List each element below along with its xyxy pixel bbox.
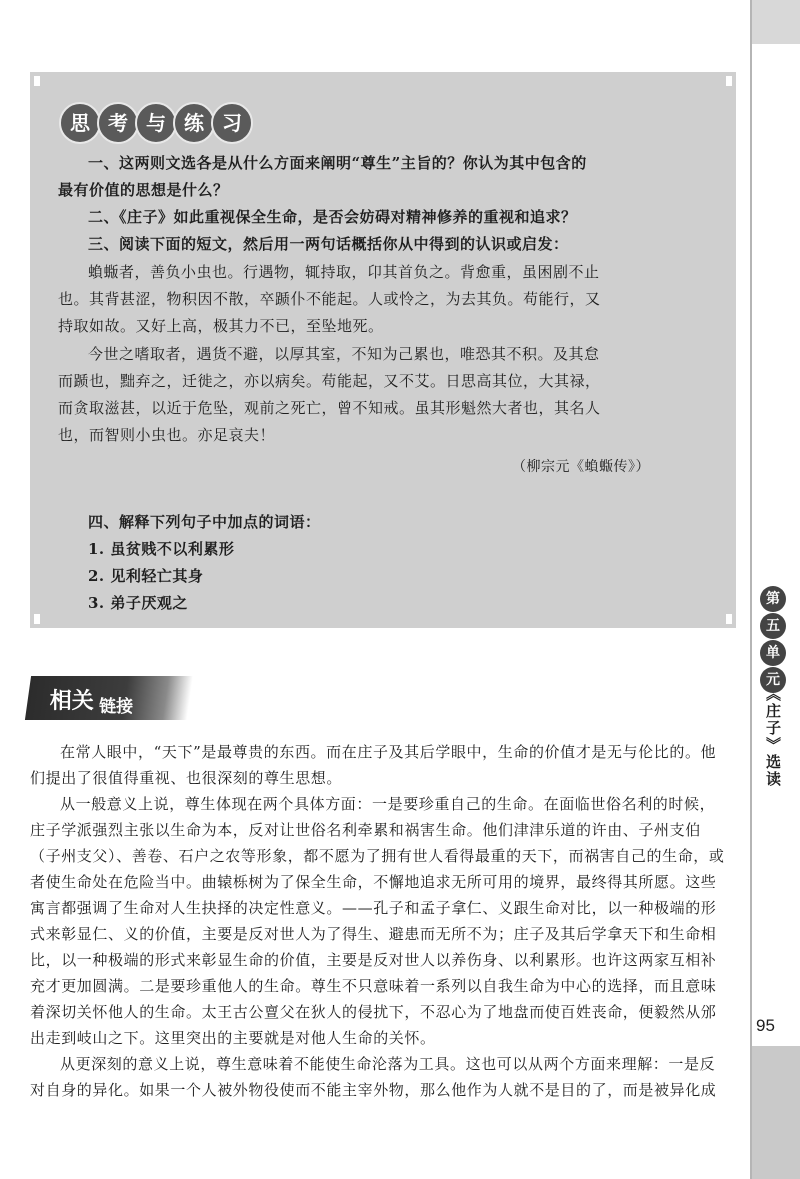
exercise-title <box>59 102 249 144</box>
margin-top-block <box>752 0 800 44</box>
unit-char: 五 <box>760 613 786 639</box>
passage-source: （柳宗元《蝜蝂传》） <box>512 459 650 475</box>
title-char: 思 <box>59 102 101 144</box>
unit-label <box>760 586 794 694</box>
body-line: 者使生命处在危险当中。曲辕栎树为了保全生命，不懈地追求无所可用的境界，最终得其所愿。这些 <box>30 873 717 891</box>
title-char: 习 <box>211 102 253 144</box>
body-line: 出走到岐山之下。这里突出的主要就是对他人生命的关怀。 <box>30 1029 436 1047</box>
unit-char: 元 <box>760 667 786 693</box>
question-4-item: 1. 虽贫贱不以利累形 <box>88 540 235 558</box>
corner-mark <box>726 614 732 624</box>
title-char: 与 <box>135 102 177 144</box>
passage-line: 而踬也，黜弃之，迁徙之，亦以病矣。苟能起，又不艾。日思高其位，大其禄， <box>58 372 601 390</box>
question-4: 四、解释下列句子中加点的词语： <box>88 513 321 531</box>
body-line: 们提出了很值得重视、也很深刻的尊生思想。 <box>30 769 343 787</box>
margin-bottom-block <box>752 1046 800 1179</box>
body-line: 对自身的异化。如果一个人被外物役使而不能主宰外物，那么他作为人就不是目的了，而是被异化成 <box>30 1081 717 1099</box>
corner-mark <box>726 76 732 86</box>
question-4-item: 2. 见利轻亡其身 <box>88 567 204 585</box>
passage-line: 蝜蝂者，善负小虫也。行遇物，辄持取，卬其首负之。背愈重，虽困剧不止 <box>88 263 600 281</box>
body-line: 充才更加圆满。二是要珍重他人的生命。尊生不只意味着一系列以自我生命为中心的选择，而且意味 <box>30 977 717 995</box>
unit-char: 第 <box>760 586 786 612</box>
section-title: 《庄子》选读 <box>764 686 782 788</box>
passage-line: 而贪取滋甚，以近于危坠，观前之死亡，曾不知戒。虽其形魁然大者也，其名人 <box>58 399 601 417</box>
related-title: 相关 <box>49 689 94 714</box>
body-line: 从更深刻的意义上说，尊生意味着不能使生命沦落为工具。这也可以从两个方面来理解：一是反 <box>60 1055 716 1073</box>
body-line: 庄子学派强烈主张以生命为本，反对让世俗名利牵累和祸害生命。他们津津乐道的许由、子州支伯 <box>30 821 701 839</box>
body-line: 从一般意义上说，尊生体现在两个具体方面：一是要珍重自己的生命。在面临世俗名利的时候， <box>60 795 716 813</box>
question-1: 一、这两则文选各是从什么方面来阐明“尊生”主旨的？你认为其中包含的 <box>88 154 587 172</box>
passage-line: 也。其背甚涩，物积因不散，卒踬仆不能起。人或怜之，为去其负。苟能行，又 <box>58 290 601 308</box>
question-2: 二、《庄子》如此重视保全生命，是否会妨碍对精神修养的重视和追求？ <box>88 208 577 226</box>
related-link-banner <box>25 676 193 720</box>
body-line: 在常人眼中，“天下”是最尊贵的东西。而在庄子及其后学眼中，生命的价值才是无与伦比的。他 <box>60 743 717 761</box>
title-char: 练 <box>173 102 215 144</box>
question-3: 三、阅读下面的短文，然后用一两句话概括你从中得到的认识或启发： <box>88 235 569 253</box>
margin-divider <box>750 0 752 1179</box>
passage-line: 持取如故。又好上高，极其力不已，至坠地死。 <box>58 317 384 335</box>
body-line: （子州支父）、善卷、石户之农等形象，都不愿为了拥有世人看得最重的天下，而祸害自己的生命，或 <box>30 847 725 865</box>
corner-mark <box>34 76 40 86</box>
passage-line: 今世之嗜取者，遇货不避，以厚其室，不知为己累也，唯恐其不积。及其怠 <box>88 345 600 363</box>
body-line: 寓言都强调了生命对人生抉择的决定性意义。——孔子和孟子拿仁、义跟生命对比，以一种极端的形 <box>30 899 717 917</box>
passage-line: 也，而智则小虫也。亦足哀夫！ <box>58 426 276 444</box>
body-line: 式来彰显仁、义的价值，主要是反对世人为了得生、避患而无所不为；庄子及其后学拿天下和生命相 <box>30 925 717 943</box>
corner-mark <box>34 614 40 624</box>
body-line: 着深切关怀他人的生命。太王古公亶父在狄人的侵扰下，不忍心为了地盘而使百姓丧命，便毅然从邠 <box>30 1003 717 1021</box>
title-char: 考 <box>97 102 139 144</box>
body-line: 比，以一种极端的形式来彰显生命的价值，主要是反对世人以养伤身、以利累形。也许这两家互相补 <box>30 951 717 969</box>
related-subtitle: 链接 <box>99 697 134 717</box>
unit-char: 单 <box>760 640 786 666</box>
page-number: 95 <box>756 1016 775 1035</box>
question-4-item: 3. 弟子厌观之 <box>88 594 188 612</box>
question-1-cont: 最有价值的思想是什么？ <box>58 181 229 199</box>
